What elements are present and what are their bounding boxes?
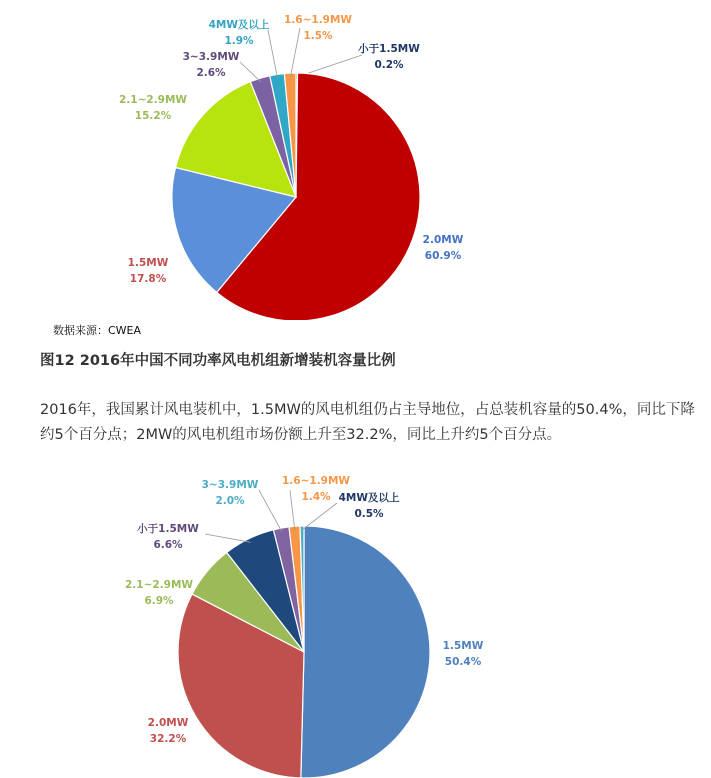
- slice-value-label: 1.4%: [301, 491, 331, 503]
- pie-chart-1: [0, 0, 711, 320]
- slice-label: 2.1~2.9MW: [124, 579, 194, 591]
- figure-caption: 图12 2016年中国不同功率风电机组新增装机容量比例: [40, 353, 396, 369]
- slice-label: 小于1.5MW: [358, 43, 420, 55]
- slice-value-label: 0.5%: [354, 508, 384, 520]
- source-note: 数据来源：CWEA: [53, 324, 142, 337]
- slice-label: 4MW及以上: [208, 19, 270, 31]
- leader-line: [268, 30, 278, 78]
- slice-value-label: 32.2%: [149, 733, 187, 745]
- slice-label: 2.0MW: [422, 234, 464, 246]
- slice-value-label: 2.6%: [196, 67, 226, 79]
- slice-label: 1.6~1.9MW: [281, 475, 351, 487]
- leader-line: [290, 490, 295, 530]
- slice-label: 4MW及以上: [338, 492, 400, 504]
- slice-label: 2.0MW: [147, 717, 189, 729]
- slice-value-label: 6.6%: [153, 539, 183, 551]
- leader-line: [290, 28, 300, 77]
- slice-value-label: 60.9%: [424, 250, 462, 262]
- slice-value-label: 50.4%: [444, 656, 482, 668]
- slice-value-label: 6.9%: [144, 595, 174, 607]
- slice-value-label: 2.0%: [215, 495, 245, 507]
- slice-value-label: 0.2%: [374, 59, 404, 71]
- slice-label: 2.1~2.9MW: [118, 94, 188, 106]
- slice-label: 3~3.9MW: [201, 479, 259, 491]
- slice-label: 1.5MW: [127, 257, 169, 269]
- slice-value-label: 1.5%: [303, 30, 333, 42]
- leader-line: [302, 503, 337, 530]
- slice-label: 3~3.9MW: [182, 51, 240, 63]
- slice-value-label: 1.9%: [224, 35, 254, 47]
- slice-value-label: 17.8%: [129, 273, 167, 285]
- pie-chart-2: [0, 470, 711, 778]
- leader-line: [240, 62, 261, 82]
- slice-label: 1.5MW: [442, 640, 484, 652]
- slice-value-label: 15.2%: [134, 110, 172, 122]
- pie-slice: [301, 526, 430, 778]
- slice-label: 小于1.5MW: [137, 523, 199, 535]
- leader-line: [205, 534, 251, 542]
- slice-label: 1.6~1.9MW: [283, 14, 353, 26]
- body-paragraph: 2016年，我国累计风电装机中，1.5MW的风电机组仍占主导地位，占总装机容量的50.4%，同比下降约5个百分点；2MW的风电机组市场份额上升至32.2%，同比上升约5个百分点。: [40, 402, 695, 443]
- leader-line: [259, 490, 282, 532]
